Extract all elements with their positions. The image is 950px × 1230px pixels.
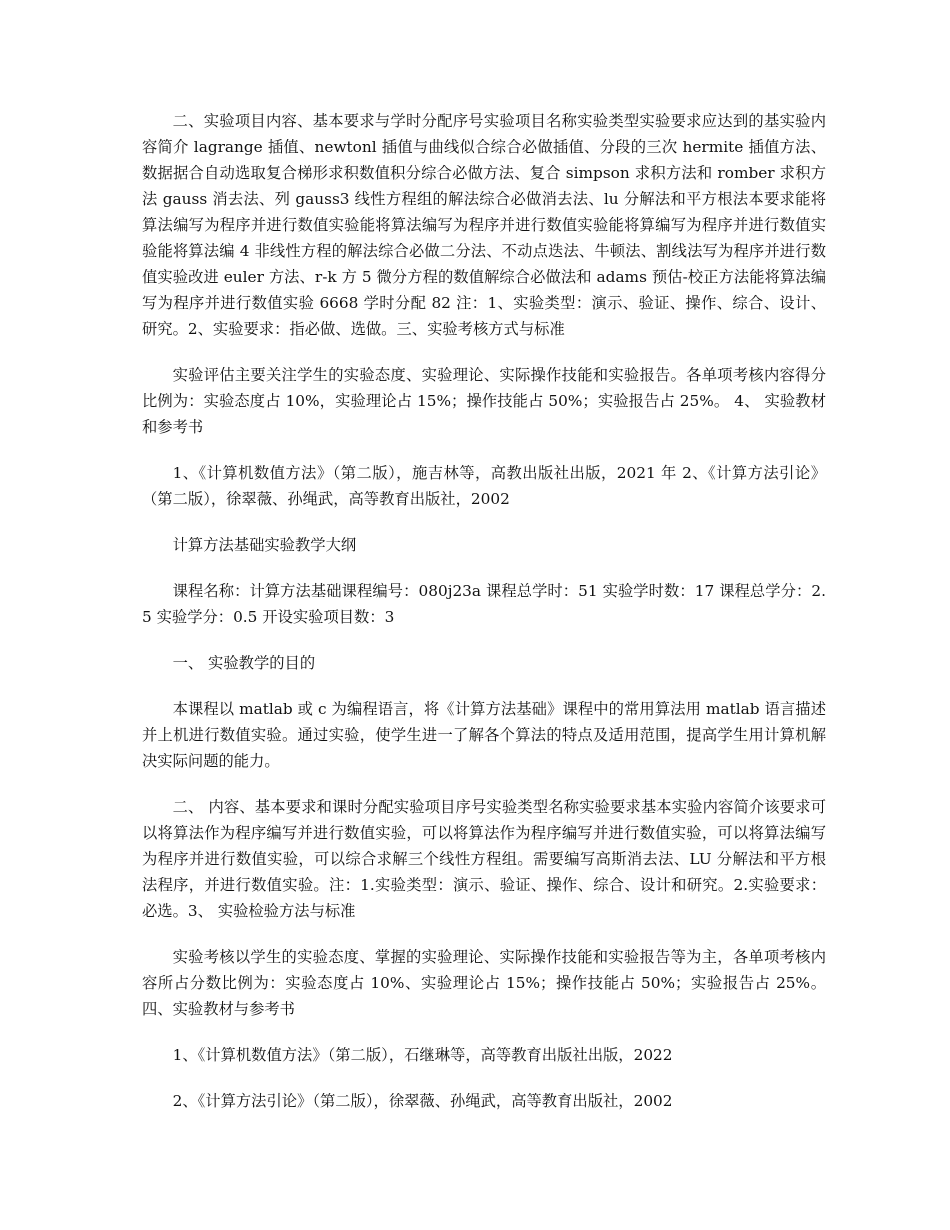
document-body: [142, 108, 826, 1134]
paragraph-purpose: 本课程以 matlab 或 c 为编程语言，将《计算方法基础》课程中的常用算法用 matlab 语言描述并上机进行数值实验。通过实验，使学生进一了解各个算法的特点及适用范围，提高学生用计算机解决实际问题的能力。: [142, 700, 826, 770]
paragraph-content-requirements: 二、 内容、基本要求和课时分配实验项目序号实验类型名称实验要求基本实验内容简介该要求可以将算法作为程序编写并进行数值实验，可以将算法作为程序编写并进行数值实验，可以将算法编写为程序并进行数值实验，可以综合求解三个线性方程组。需要编写高斯消去法、LU 分解法和平方根法程序，并进行数值实验。注：1.实验类型：演示、验证、操作、综合、设计和研究。2.实验要求：必选。3、 实验检验方法与标准: [142, 798, 826, 920]
paragraph-evaluation: 实验评估主要关注学生的实验态度、实验理论、实际操作技能和实验报告。各单项考核内容得分比例为：实验态度占 10%，实验理论占 15%；操作技能占 50%；实验报告占 25%。 4、 实验教材和参考书: [142, 366, 826, 436]
paragraph-assessment: 实验考核以学生的实验态度、掌握的实验理论、实际操作技能和实验报告等为主，各单项考核内容所占分数比例为：实验态度占 10%、实验理论占 15%；操作技能占 50%；实验报告占 25%。四、实验教材与参考书: [142, 948, 826, 1018]
paragraph-reference-item-2: 2、《计算方法引论》（第二版），徐翠薇、孙绳武，高等教育出版社，2002: [172, 1092, 673, 1110]
paragraph-course-info: 课程名称：计算方法基础课程编号：080j23a 课程总学时：51 实验学时数：17 课程总学分：2.5 实验学分：0.5 开设实验项目数：3: [142, 582, 826, 626]
paragraph-section-purpose: 一、 实验教学的目的: [172, 654, 316, 672]
paragraph-references-1: 1、《计算机数值方法》（第二版），施吉林等，高教出版社出版，2021 年 2、《计算方法引论》（第二版），徐翠薇、孙绳武，高等教育出版社，2002: [142, 464, 826, 508]
paragraph-reference-item-1: 1、《计算机数值方法》（第二版），石继琳等，高等教育出版社出版，2022: [172, 1046, 673, 1064]
paragraph-experiment-content: 二、实验项目内容、基本要求与学时分配序号实验项目名称实验类型实验要求应达到的基实验内容简介 lagrange 插值、newtonl 插值与曲线似合综合必做插值、分段的三次 hermite 插值方法、数据据合自动选取复合梯形求积数值积分综合必做方法、复合 simpson 求积方法和 romber 求积方法 gauss 消去法、列 gauss3 线性方程组的解法综合必做消去法、lu 分解法和平方根法本要求能将算法编写为程序并进行数值实验能将算法编写为程序并进行数值实验能将算编写为程序并进行数值实验能将算法编 4 非线性方程的解法综合必做二分法、不动点迭法、牛顿法、割线法写为程序并进行数值实验改进 euler 方法、r-k 方 5 微分方程的数值解综合必做法和 adams 预估-校正方法能将算法编写为程序并进行数值实验 6668 学时分配 82 注：1、实验类型：演示、验证、操作、综合、设计、研究。2、实验要求：指必做、选做。三、实验考核方式与标准: [142, 112, 826, 338]
paragraph-syllabus-title: 计算方法基础实验教学大纲: [172, 536, 357, 554]
